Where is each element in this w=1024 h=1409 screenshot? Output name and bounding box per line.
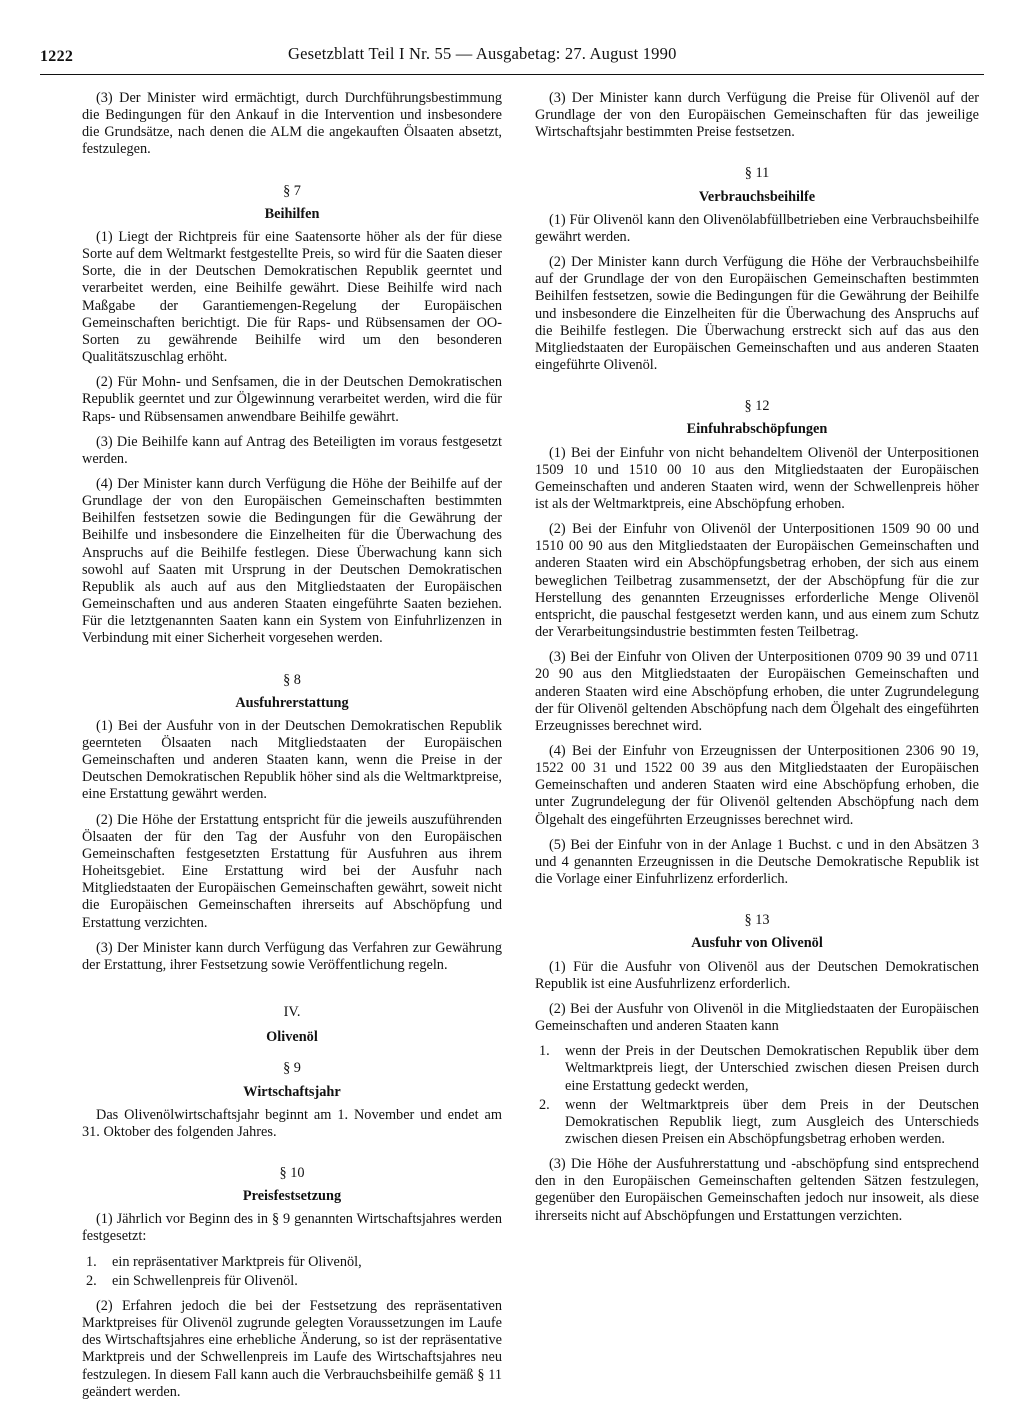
section-number: § 11 <box>744 165 770 182</box>
list-item <box>82 1254 502 1271</box>
list-item <box>82 1273 502 1290</box>
paragraph: (2) Der Minister kann durch Verfügung die Höhe der Verbrauchsbeihilfe auf der Grundlage der von den Europäischen Gemeinschaften bestimmten Beihilfen festsetzen, sowie die Bedingungen für die Gewährung der Beihilfe und insbesondere die Einzelheiten für die Überwachung des Anspruchs auf die Beihilfe festlegen. Die Überwachung erstreckt sich auf das aus den Mitgliedstaaten der Europäischen Gemeinschaften und aus anderen Staaten eingeführte Olivenöl. <box>535 254 979 374</box>
section-title: Verbrauchsbeihilfe <box>698 188 816 205</box>
paragraph: (4) Der Minister kann durch Verfügung die Höhe der Beihilfe auf der Grundlage der von den Europäischen Gemeinschaften bestimmten Beihilfen festsetzen sowie die Bedingungen für die Gewährung der Beihilfe und insbesondere die Einzelheiten für die Überwachung des Anspruchs auf die Beihilfe festlegen. Diese Überwachung kann sich sowohl auf Saaten mit Ursprung in der Deutschen Demokratischen Republik als auch auf aus den Mitgliedstaaten der Europäischen Gemeinschaften und aus anderen Staaten eingeführte Saaten beziehen. Für die letztgenannten Saaten kann ein System von Einfuhrlizenzen in Verbindung mit einer Sicherheit vorgesehen werden. <box>82 475 502 647</box>
running-title: Gesetzblatt Teil I Nr. 55 — Ausgabetag: 27. August 1990 <box>288 44 677 63</box>
section-9-heading <box>82 1060 502 1100</box>
section-12-heading <box>535 398 979 438</box>
paragraph: (2) Bei der Ausfuhr von Olivenöl in die Mitgliedstaaten der Europäischen Gemeinschaften und anderen Staaten kann <box>535 1000 979 1035</box>
part-number: IV. <box>283 1004 301 1021</box>
paragraph: (4) Bei der Einfuhr von Erzeugnissen der Unterpositionen 2306 90 19, 1522 00 31 und 1522 00 39 aus den Mitgliedstaaten der Europäischen Gemeinschaften und anderen Staaten wird eine Abschöpfung erhoben, die unter Zugrundelegung der für Olivenöl geltenden Abschöpfung nach dem Ölgehalt des eingeführten Erzeugnisses berechnet wird. <box>535 743 979 828</box>
paragraph: (1) Bei der Einfuhr von nicht behandeltem Olivenöl der Unterpositionen 1509 10 und 1510 00 10 aus den Mitgliedstaaten der Europäischen Gemeinschaften und anderen Staaten wird, wenn der Schwellenpreis höher ist als der Weltmarktpreis, eine Abschöpfung erhoben. <box>535 444 979 512</box>
paragraph: (1) Liegt der Richtpreis für eine Saatensorte höher als der für diese Sorte auf dem Weltmarkt festgestellte Preis, so wird für die Saaten dieser Sorte, die in der Deutschen Demokratischen Republik geerntet und verarbeitet werden, eine Beihilfe gewährt. Diese Beihilfe wird nach Maßgabe der Garantiemengen-Regelung der Europäischen Gemeinschaften berichtigt. Die für Raps- und Rübsensamen der OO-Sorten zu gewährende Beihilfe wird um den besonderen Qualitätszuschlag erhöht. <box>82 228 502 366</box>
section-number: § 9 <box>283 1060 301 1077</box>
paragraph: (2) Bei der Einfuhr von Olivenöl der Unterpositionen 1509 90 00 und 1510 00 90 aus den Mitgliedstaaten der Europäischen Gemeinschaften und anderen Staaten wird ein Abschöpfungsbetrag erhoben, der sich aus einem beweglichen Teilbetrag zusammensetzt, der der Abschöpfung für die zur Herstellung des genannten Erzeugnisses erforderliche Menge Olivenöl entspricht, die pauschal festgesetzt werden kann, und aus einem zum Schutz der Verarbeitungsindustrie bestimmten festen Teilbetrag. <box>535 521 979 641</box>
paragraph: (3) Der Minister kann durch Verfügung die Preise für Olivenöl auf der Grundlage der von den Europäischen Gemeinschaften für das jeweilige Wirtschaftsjahr bestimmten Preise festsetzen. <box>535 90 979 141</box>
paragraph: (2) Für Mohn- und Senfsamen, die in der Deutschen Demokratischen Republik geerntet und zur Ölgewinnung verarbeitet werden, wird die für Raps- und Rübsensamen anwendbare Beihilfe gewährt. <box>82 374 502 425</box>
page-number: 1222 <box>40 48 74 65</box>
paragraph: (3) Die Beihilfe kann auf Antrag des Beteiligten im voraus festgesetzt werden. <box>82 433 502 467</box>
section-7-heading <box>82 183 502 223</box>
paragraph-s6-3: (3) Der Minister wird ermächtigt, durch Durchführungsbestimmung die Bedingungen für den Ankauf in die Intervention und insbesondere die Grundsätze, nach denen die ALM die angekauften Ölsaaten absetzt, festzulegen. <box>82 90 502 158</box>
part-title: Olivenöl <box>266 1029 318 1046</box>
section-number: § 13 <box>744 912 770 929</box>
section-title: Ausfuhrerstattung <box>235 694 349 711</box>
section-title: Preisfestsetzung <box>242 1188 342 1205</box>
section-title: Ausfuhr von Olivenöl <box>691 935 823 952</box>
paragraph: (1) Für die Ausfuhr von Olivenöl aus der Deutschen Demokratischen Republik ist eine Ausfuhrlizenz erforderlich. <box>535 958 979 992</box>
paragraph: (3) Bei der Einfuhr von Oliven der Unterpositionen 0709 90 39 und 0711 20 90 aus den Mitgliedstaaten der Europäischen Gemeinschaften und anderen Staaten wird eine Abschöpfung erhoben, die unter Zugrundelegung der für Olivenöl geltenden Abschöpfung nach dem Ölgehalt des eingeführten Erzeugnisses berechnet wird. <box>535 649 979 734</box>
section-13-heading <box>535 912 979 952</box>
list-item <box>535 1043 979 1094</box>
paragraph: Das Olivenölwirtschaftsjahr beginnt am 1. November und endet am 31. Oktober des folgenden Jahres. <box>82 1106 502 1140</box>
paragraph: (3) Der Minister kann durch Verfügung das Verfahren zur Gewährung der Erstattung, ihrer Festsetzung sowie Veröffentlichung regeln. <box>82 939 502 973</box>
list-item <box>535 1097 979 1148</box>
list-item-number: 2. <box>86 1272 97 1289</box>
section-number: § 8 <box>283 671 301 688</box>
paragraph: (2) Erfahren jedoch die bei der Festsetzung des repräsentativen Marktpreises für Olivenöl zugrunde gelegten Voraussetzungen im Laufe des Wirtschaftsjahres eine erhebliche Änderung, so ist der repräsentative Marktpreis und der Schwellenpreis im Laufe des Wirtschaftsjahres neu festzulegen. In diesem Fall kann auch die Verbrauchsbeihilfe gemäß § 11 geändert werden. <box>82 1297 502 1400</box>
list-item-number: 2. <box>539 1096 550 1113</box>
paragraph: (1) Bei der Ausfuhr von in der Deutschen Demokratischen Republik geernteten Ölsaaten nach Mitgliedstaaten der Europäischen Gemeinschaften und anderen Staaten kann, wenn die Preise in der Deutschen Demokratischen Republik höher sind als die Weltmarktpreise, eine Erstattung gewährt werden. <box>82 717 502 803</box>
enumeration <box>82 1254 502 1290</box>
list-item-text: ein Schwellenpreis für Olivenöl. <box>112 1272 298 1289</box>
section-11-heading <box>535 165 979 205</box>
list-item-text: wenn der Preis in der Deutschen Demokratischen Republik über dem Weltmarktpreis liegt, der Unterschied zwischen diesen Preisen durch eine Erstattung gedeckt werden, <box>565 1043 979 1094</box>
paragraph: (3) Die Höhe der Ausfuhrerstattung und -abschöpfung sind entsprechend den in den Europäischen Gemeinschaften geltenden Sätzen festzulegen, gegenüber den Europäischen Gemeinschaften jedoch nur insoweit, als diese ihrerseits nicht auf Abschöpfungen und Erstattungen verzichten. <box>535 1156 979 1224</box>
section-title: Einfuhrabschöpfungen <box>686 421 828 438</box>
right-column <box>535 90 979 1233</box>
section-title: Wirtschaftsjahr <box>243 1083 341 1100</box>
section-title: Beihilfen <box>264 205 320 222</box>
enumeration <box>535 1043 979 1148</box>
section-10-heading <box>82 1165 502 1205</box>
list-item-number: 1. <box>86 1253 97 1270</box>
section-number: § 12 <box>744 398 770 415</box>
part-iv-heading <box>82 1004 502 1046</box>
paragraph: (1) Für Olivenöl kann den Olivenölabfüllbetrieben eine Verbrauchsbeihilfe gewährt werden. <box>535 211 979 245</box>
paragraph: (5) Bei der Einfuhr von in der Anlage 1 Buchst. c und in den Absätzen 3 und 4 genannten Erzeugnissen in die Deutsche Demokratische Republik ist die Vorlage einer Einfuhrlizenz erforderlich. <box>535 836 979 888</box>
section-number: § 7 <box>283 182 301 199</box>
list-item-number: 1. <box>539 1043 550 1060</box>
header-rule <box>40 74 984 75</box>
section-number: § 10 <box>279 1164 305 1181</box>
list-item-text: wenn der Weltmarktpreis über dem Preis in der Deutschen Demokratischen Republik liegt, zum Ausgleich des Unterschieds zwischen diesen Preisen ein Abschöpfungsbetrag erhoben werden. <box>565 1096 979 1147</box>
paragraph: (2) Die Höhe der Erstattung entspricht für die jeweils auszuführenden Ölsaaten der für den Tag der Ausfuhr von den Europäischen Gemeinschaften festgesetzten Erstattung für Ausfuhren aus ihrem Hoheitsgebiet. Eine Erstattung wird bei der Ausfuhr nach Mitgliedstaaten der Europäischen Gemeinschaften gewährt, soweit nicht die Europäischen Gemeinschaften ihrerseits auf Abschöpfung und Erstattung verzichten. <box>82 811 502 931</box>
paragraph: (1) Jährlich vor Beginn des in § 9 genannten Wirtschaftsjahres werden festgesetzt: <box>82 1211 502 1245</box>
list-item-text: ein repräsentativer Marktpreis für Olivenöl, <box>112 1253 362 1270</box>
left-column <box>82 90 502 1409</box>
section-8-heading <box>82 672 502 712</box>
